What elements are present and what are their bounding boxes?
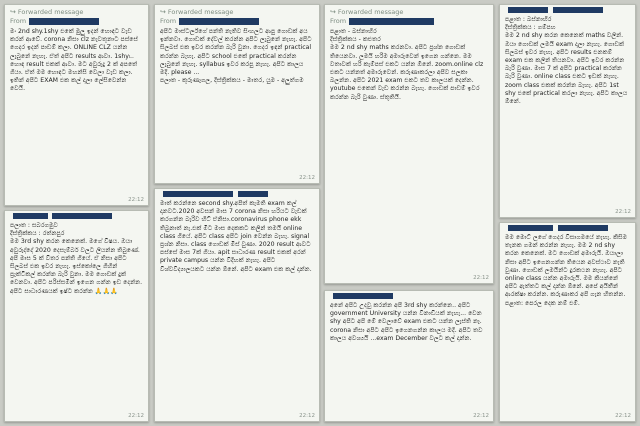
message-body: අනේ අපිට උදවු කරන්න අපි 3rd shy කරන්නෙ.. අපිට government University යන්න විනාඩියක් නැහැ... වෙන shy අපිට අපි මේ වෙලාවේ exam එකට යන්න ලැස්ති නෑ. corona නිසා අපිට අපිට ඉගෙනගන්න කාලය මදි. අපිට තව කාලය අවශ්‍යයි ...exam December වලට කල් දාන්න. (330, 302, 485, 342)
redacted-top (558, 225, 608, 231)
forwarded-message-card[interactable] (154, 4, 320, 184)
message-body: අපිට මාස්ටර්ල්ගේ පන්ති නැතිව සිංහලට ආපු ගොඩක් අය ඉන්නවා. ගොඩක් දේවල් කරන්න අපිට ලැබුනේ නැහැ. අපිට සිලබස් එක ඉවර කරන්න බැරි වුනා. ගෙදර ඉඳන් practical කරන්න බැහැ. අපිට school එකේ practical කරන්න ලැබුනේ නැහැ. syllabus ඉවර කරපු නැහැ. අපිට කාලය මදි. please ... පලාත - කුරුණෑගල, දිස්ත්‍රික්කය - මාතර, යුම - අලුත්ගම (160, 28, 312, 85)
forwarded-message-card[interactable] (4, 4, 149, 206)
forwarded-message-card[interactable] (324, 290, 494, 422)
message-timestamp: 22:12 (473, 413, 489, 419)
province-label: පළාත : බස්නාහිර (505, 16, 552, 23)
forwarded-label: Forwarded message (17, 8, 84, 16)
from-row (10, 17, 143, 25)
forwarded-label: Forwarded message (337, 8, 404, 16)
message-body: මම මොට් ලගේ ගෙදර විසාගමයේ නැහැ. කිසිම තැනක ගමන් කරන්න නැහැ. මම 2 nd shy කරන කෙනෙක්. මට ගොඩක් අමාරුයි. ඔයාලා නිසා අපිට ඉගෙනගන්න තියෙන අවස්ථාව නැති වුණා. ගොඩක් ලමයින්ට දුරකථන නැහැ. අපිට online class යන්න අමාරුයි. මම කියන්නේ අපිට ඇත්තට කල් දාන්න ඕනේ. අපේ අයිතීන් ආරක්ෂා කරන්න. කරුණාකර අපි ගැන හිතන්න. පළාත: පෙරල දෙක නම් එම්. (505, 234, 629, 307)
forward-icon: ↪ (330, 8, 336, 16)
message-body (330, 28, 488, 102)
forward-icon: ↪ (10, 8, 16, 16)
forwarded-header (10, 8, 143, 16)
redacted-top (13, 213, 48, 219)
from-row (330, 17, 488, 25)
message-text: දිස්ත්‍රික්කය : රත්නපුර මම 3rd shy කරන කෙනෙක්. මගේ විෂය. ඔයා අවුරුද්දේ 2020 දෙසැම්බර් වලට ලියන්න තිබුණේ. අපි මාස 5 ක් විතර පන්ති ගියේ. ඒ නිසා අපිට සිලබස් එක ඉවර නැහැ. ඉස්කෝලෙ ගිහින් ප්‍රැක්ටිකල් කරන්න බැරි වුනා. මම ගොඩක් දුක් වෙනවා. අපිට පරිස්සමින් ඉගෙන ගන්න ඉඩ දෙන්න. අපිට සාධාරණයක් ඉෂ්ට කරන්න 🙏🙏🙏 (10, 230, 143, 295)
message-timestamp: 22:12 (299, 175, 315, 181)
from-label: From (10, 17, 27, 25)
redacted-top (508, 225, 553, 231)
province-label: පළාත - බස්නාහිර (330, 28, 377, 35)
forwarded-message-card[interactable] (4, 210, 149, 422)
from-label: From (330, 17, 347, 25)
redacted-top (553, 7, 603, 13)
forwarded-header (330, 8, 488, 16)
redacted-top (508, 7, 548, 13)
message-timestamp: 22:12 (128, 413, 144, 419)
forwarded-message-card[interactable] (499, 222, 636, 422)
redacted-top (52, 213, 112, 219)
forwarded-header (160, 8, 314, 16)
forward-icon: ↪ (160, 8, 166, 16)
message-timestamp: 22:12 (615, 413, 631, 419)
message-body: මාත් කරන්නෙ second shy.අපිත් කැමති exam කල් දානවට.2020 අවසන් මාස 7 corona නිසා හරියට වැඩක් කරගන්න බැරිව හිට් ඒනිසා.coronavirus phone ekk තිබුනාත් නැ.එක් මිට මාස දෙකකට කලින් තමයි online class ගියේ. අපිට class අපිට join වෙන්න බැහැ. signal ප්‍රශ්න නිසා. class ගොඩක් මිස් වුණා. 2020 result ආවට පස්සේ මාස 7ක් ගියා. apit සාධාරණ result එකක් අරන් private campus යන්න විදිහක් නැහැ. අපිට විශ්වවිද්‍යාලයකට යන්න ඕනේ. අපිට exam එක කල් දාන්න. (160, 200, 313, 273)
forwarded-message-card[interactable] (324, 4, 494, 284)
forwarded-label: Forwarded message (167, 8, 234, 16)
message-timestamp: 22:12 (615, 209, 631, 215)
redacted-sender (179, 18, 259, 25)
from-label: From (160, 17, 177, 25)
province-label: පලාත : සබරගමුව (10, 222, 58, 229)
redacted-top (163, 191, 233, 197)
message-body: මං 2nd shy.1shy එකේ මුලු ඉදන් හොඳට වැඩ කරන් ආවේ. corona නිසා clz නැවතුනාට පස්සේ ගෙදර ඉදන් පාඩම් කලා. ONLINE CLZ යන්න ලැබුනේ නැහැ. ඒත් අපිට results ආවා. 1shyட හොඳ result එකක් ආවා. මට අවුරුදු 2 ක් අපතේ ගියා. ඒත් මම හොඳට මහන්සි වෙලා වැඩ කලා. ඉතින් අපිට EXAM එක කල් දාලා ලේසිවෙන්න වෙයි. (10, 28, 140, 93)
forwarded-message-card[interactable] (154, 188, 320, 422)
message-body (505, 16, 630, 106)
forwarded-message-card[interactable] (499, 4, 636, 218)
message-text: දිස්ත්‍රික්කය - කළුතර මම 2 nd shy maths කරනවා. අපිට ප්‍රශ්න ගොඩක් තියෙනවා. ලමයි හරිම අමාරුවෙන් ඉගෙන ගන්නෙ. මම වතාවක් හරි කැම්පස් එකට යන්න ඕනේ. zoom.online clz එකට යන්නත් අමාරුවෙන්. කරුණාකරලා අපිව සලකා බලන්න. අපිට 2021 exam එකට තව කාලයක් දෙන්න. youtube එකෙන් වැඩ කරන්න බැහැ. ගොඩක් පාඩම් ඉවර කරන්න බැරි වුණා. ස්තූතියි. (330, 36, 484, 101)
message-timestamp: 22:12 (128, 197, 144, 203)
redacted-sender (29, 18, 99, 25)
message-timestamp: 22:12 (299, 413, 315, 419)
redacted-sender (349, 18, 434, 25)
message-text: දිස්ත්‍රික්කය : ගම්පහ මම 2 nd shy කරන කෙනෙක් maths වලින්. ඔයා ගොඩක් ලමයි exam දාලා නැහැ. ගොඩක් සිලබස් ඉවර නැහැ. අපිට results එනකම් exam එක කලින් තියනවා. අපිට ඉවර කරන්න බැරි වුණා. මාස 7 ක් අපිට practical කරන්න බැරි වුණා. online class එකට ඉඩක් නැහැ. zoom class එකක් කරන්න බැහැ. අපිට 1st shy එකේ practical කරලා නැහැ. අපිට කාලය ඕනේ. (505, 24, 628, 106)
redacted-top (333, 293, 393, 299)
from-row (160, 17, 314, 25)
redacted-top (238, 191, 268, 197)
message-timestamp: 22:12 (473, 275, 489, 281)
message-body (10, 222, 143, 296)
